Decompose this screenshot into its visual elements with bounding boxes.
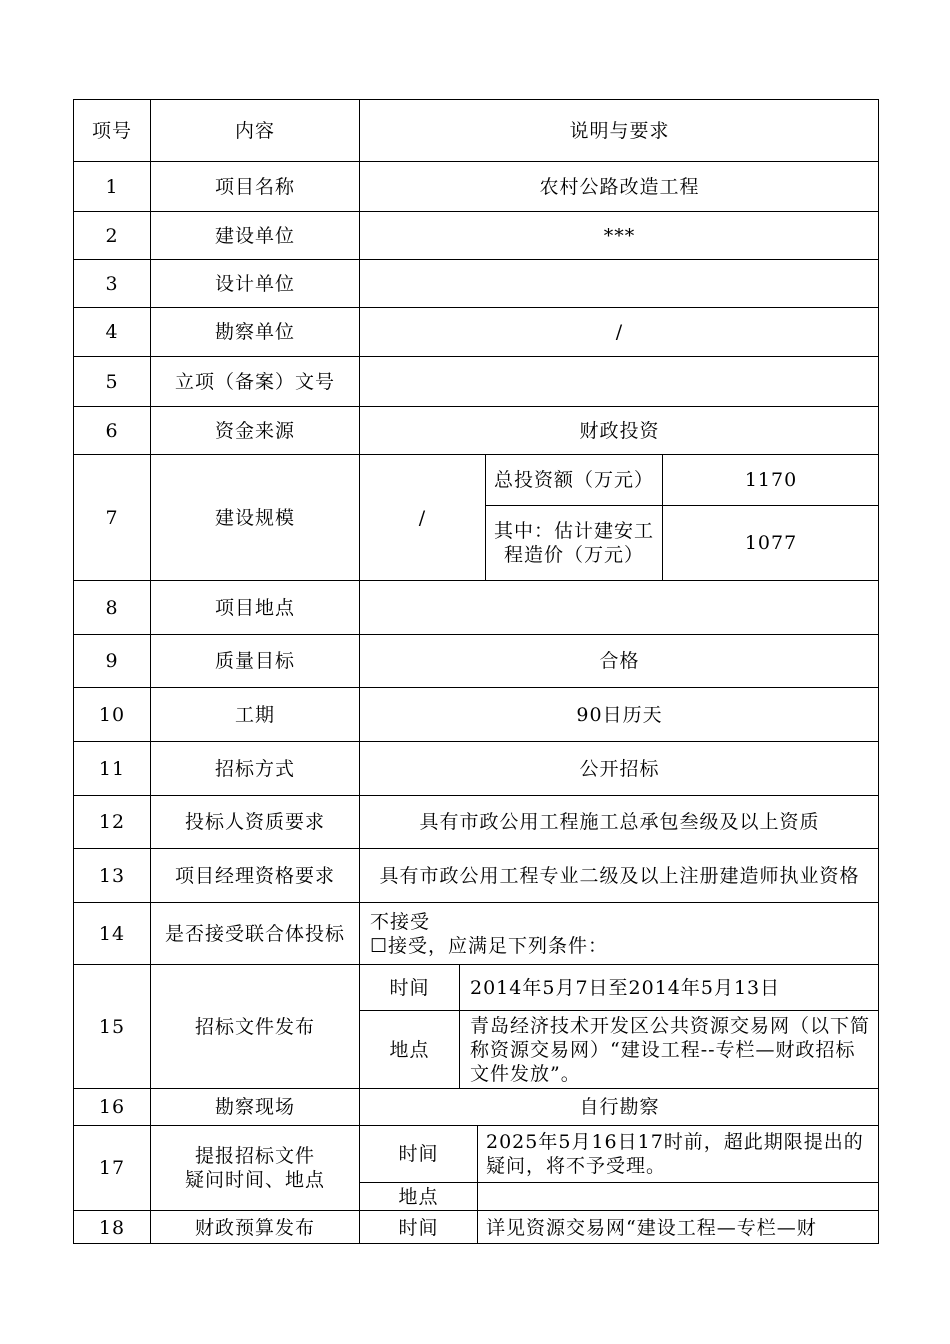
row-8-no: 8 [73, 580, 150, 634]
table-bottom-border [73, 1243, 879, 1244]
row-10-value: 90日历天 [359, 687, 879, 741]
row-13-value: 具有市政公用工程专业二级及以上注册建造师执业资格 [359, 848, 879, 902]
row-7-sub-2-label: 其中：估计建安工程造价（万元） [485, 505, 662, 580]
header-no: 项号 [73, 99, 150, 161]
row-9-value: 合格 [359, 634, 879, 687]
row-10-label: 工期 [150, 687, 359, 741]
row-15-no: 15 [73, 964, 150, 1088]
row-16-value: 自行勘察 [359, 1088, 879, 1125]
row-2-label: 建设单位 [150, 211, 359, 259]
row-5-no: 5 [73, 356, 150, 406]
row-15-place-value: 青岛经济技术开发区公共资源交易网（以下简称资源交易网）“建设工程--专栏—财政招标文件发放”。 [459, 1010, 879, 1088]
row-15-place-label: 地点 [359, 1010, 459, 1088]
row-4-value: / [359, 307, 879, 356]
row-6-label: 资金来源 [150, 406, 359, 454]
row-18-no: 18 [73, 1210, 150, 1244]
row-6-no: 6 [73, 406, 150, 454]
row-17-no: 17 [73, 1125, 150, 1210]
row-15-label: 招标文件发布 [150, 964, 359, 1088]
row-11-value: 公开招标 [359, 741, 879, 795]
header-content: 内容 [150, 99, 359, 161]
row-11-label: 招标方式 [150, 741, 359, 795]
row-17-label [150, 1125, 359, 1210]
row-1-label: 项目名称 [150, 161, 359, 211]
row-10-no: 10 [73, 687, 150, 741]
row-17-label-line-1: 提报招标文件 [194, 1145, 315, 1167]
row-3-value [359, 259, 879, 307]
row-7-value: / [359, 454, 485, 580]
row-13-label: 项目经理资格要求 [150, 848, 359, 902]
row-15-time-value: 2014年5月7日至2014年5月13日 [459, 964, 879, 1010]
row-18-time-label: 时间 [359, 1210, 477, 1244]
row-17-time-value: 2025年5月16日17时前，超此期限提出的疑问，将不予受理。 [477, 1125, 879, 1182]
row-4-no: 4 [73, 307, 150, 356]
row-7-sub-1-value: 1170 [662, 454, 879, 505]
row-8-value [359, 580, 879, 634]
header-desc: 说明与要求 [359, 99, 879, 161]
row-11-no: 11 [73, 741, 150, 795]
row-9-no: 9 [73, 634, 150, 687]
row-16-no: 16 [73, 1088, 150, 1125]
table-right-border [878, 99, 879, 1244]
row-7-sub-1-label: 总投资额（万元） [485, 454, 662, 505]
row-18-label: 财政预算发布 [150, 1210, 359, 1244]
row-14-no: 14 [73, 902, 150, 964]
row-5-value [359, 356, 879, 406]
row-17-label-line-2: 疑问时间、地点 [184, 1169, 325, 1191]
row-17-place-value [477, 1182, 879, 1210]
row-17-time-label: 时间 [359, 1125, 477, 1182]
row-12-no: 12 [73, 795, 150, 848]
row-7-label: 建设规模 [150, 454, 359, 580]
row-1-no: 1 [73, 161, 150, 211]
row-4-label: 勘察单位 [150, 307, 359, 356]
row-2-no: 2 [73, 211, 150, 259]
row-16-label: 勘察现场 [150, 1088, 359, 1125]
row-2-value: *** [359, 211, 879, 259]
row-18-time-value: 详见资源交易网“建设工程—专栏—财 [477, 1210, 879, 1244]
row-13-no: 13 [73, 848, 150, 902]
row-17-place-label: 地点 [359, 1182, 477, 1210]
row-15-time-label: 时间 [359, 964, 459, 1010]
row-14-label: 是否接受联合体投标 [150, 902, 359, 964]
row-8-label: 项目地点 [150, 580, 359, 634]
row-14-value [359, 902, 879, 964]
row-12-value: 具有市政公用工程施工总承包叁级及以上资质 [359, 795, 879, 848]
row-14-option-yes[interactable]: ☐接受，应满足下列条件： [370, 934, 609, 957]
row-7-sub-2-value: 1077 [662, 505, 879, 580]
row-3-label: 设计单位 [150, 259, 359, 307]
row-7-no: 7 [73, 454, 150, 580]
row-6-value: 财政投资 [359, 406, 879, 454]
row-9-label: 质量目标 [150, 634, 359, 687]
row-1-value: 农村公路改造工程 [359, 161, 879, 211]
row-5-label: 立项（备案）文号 [150, 356, 359, 406]
row-14-option-no[interactable]: 不接受 [370, 910, 431, 933]
row-3-no: 3 [73, 259, 150, 307]
row-12-label: 投标人资质要求 [150, 795, 359, 848]
